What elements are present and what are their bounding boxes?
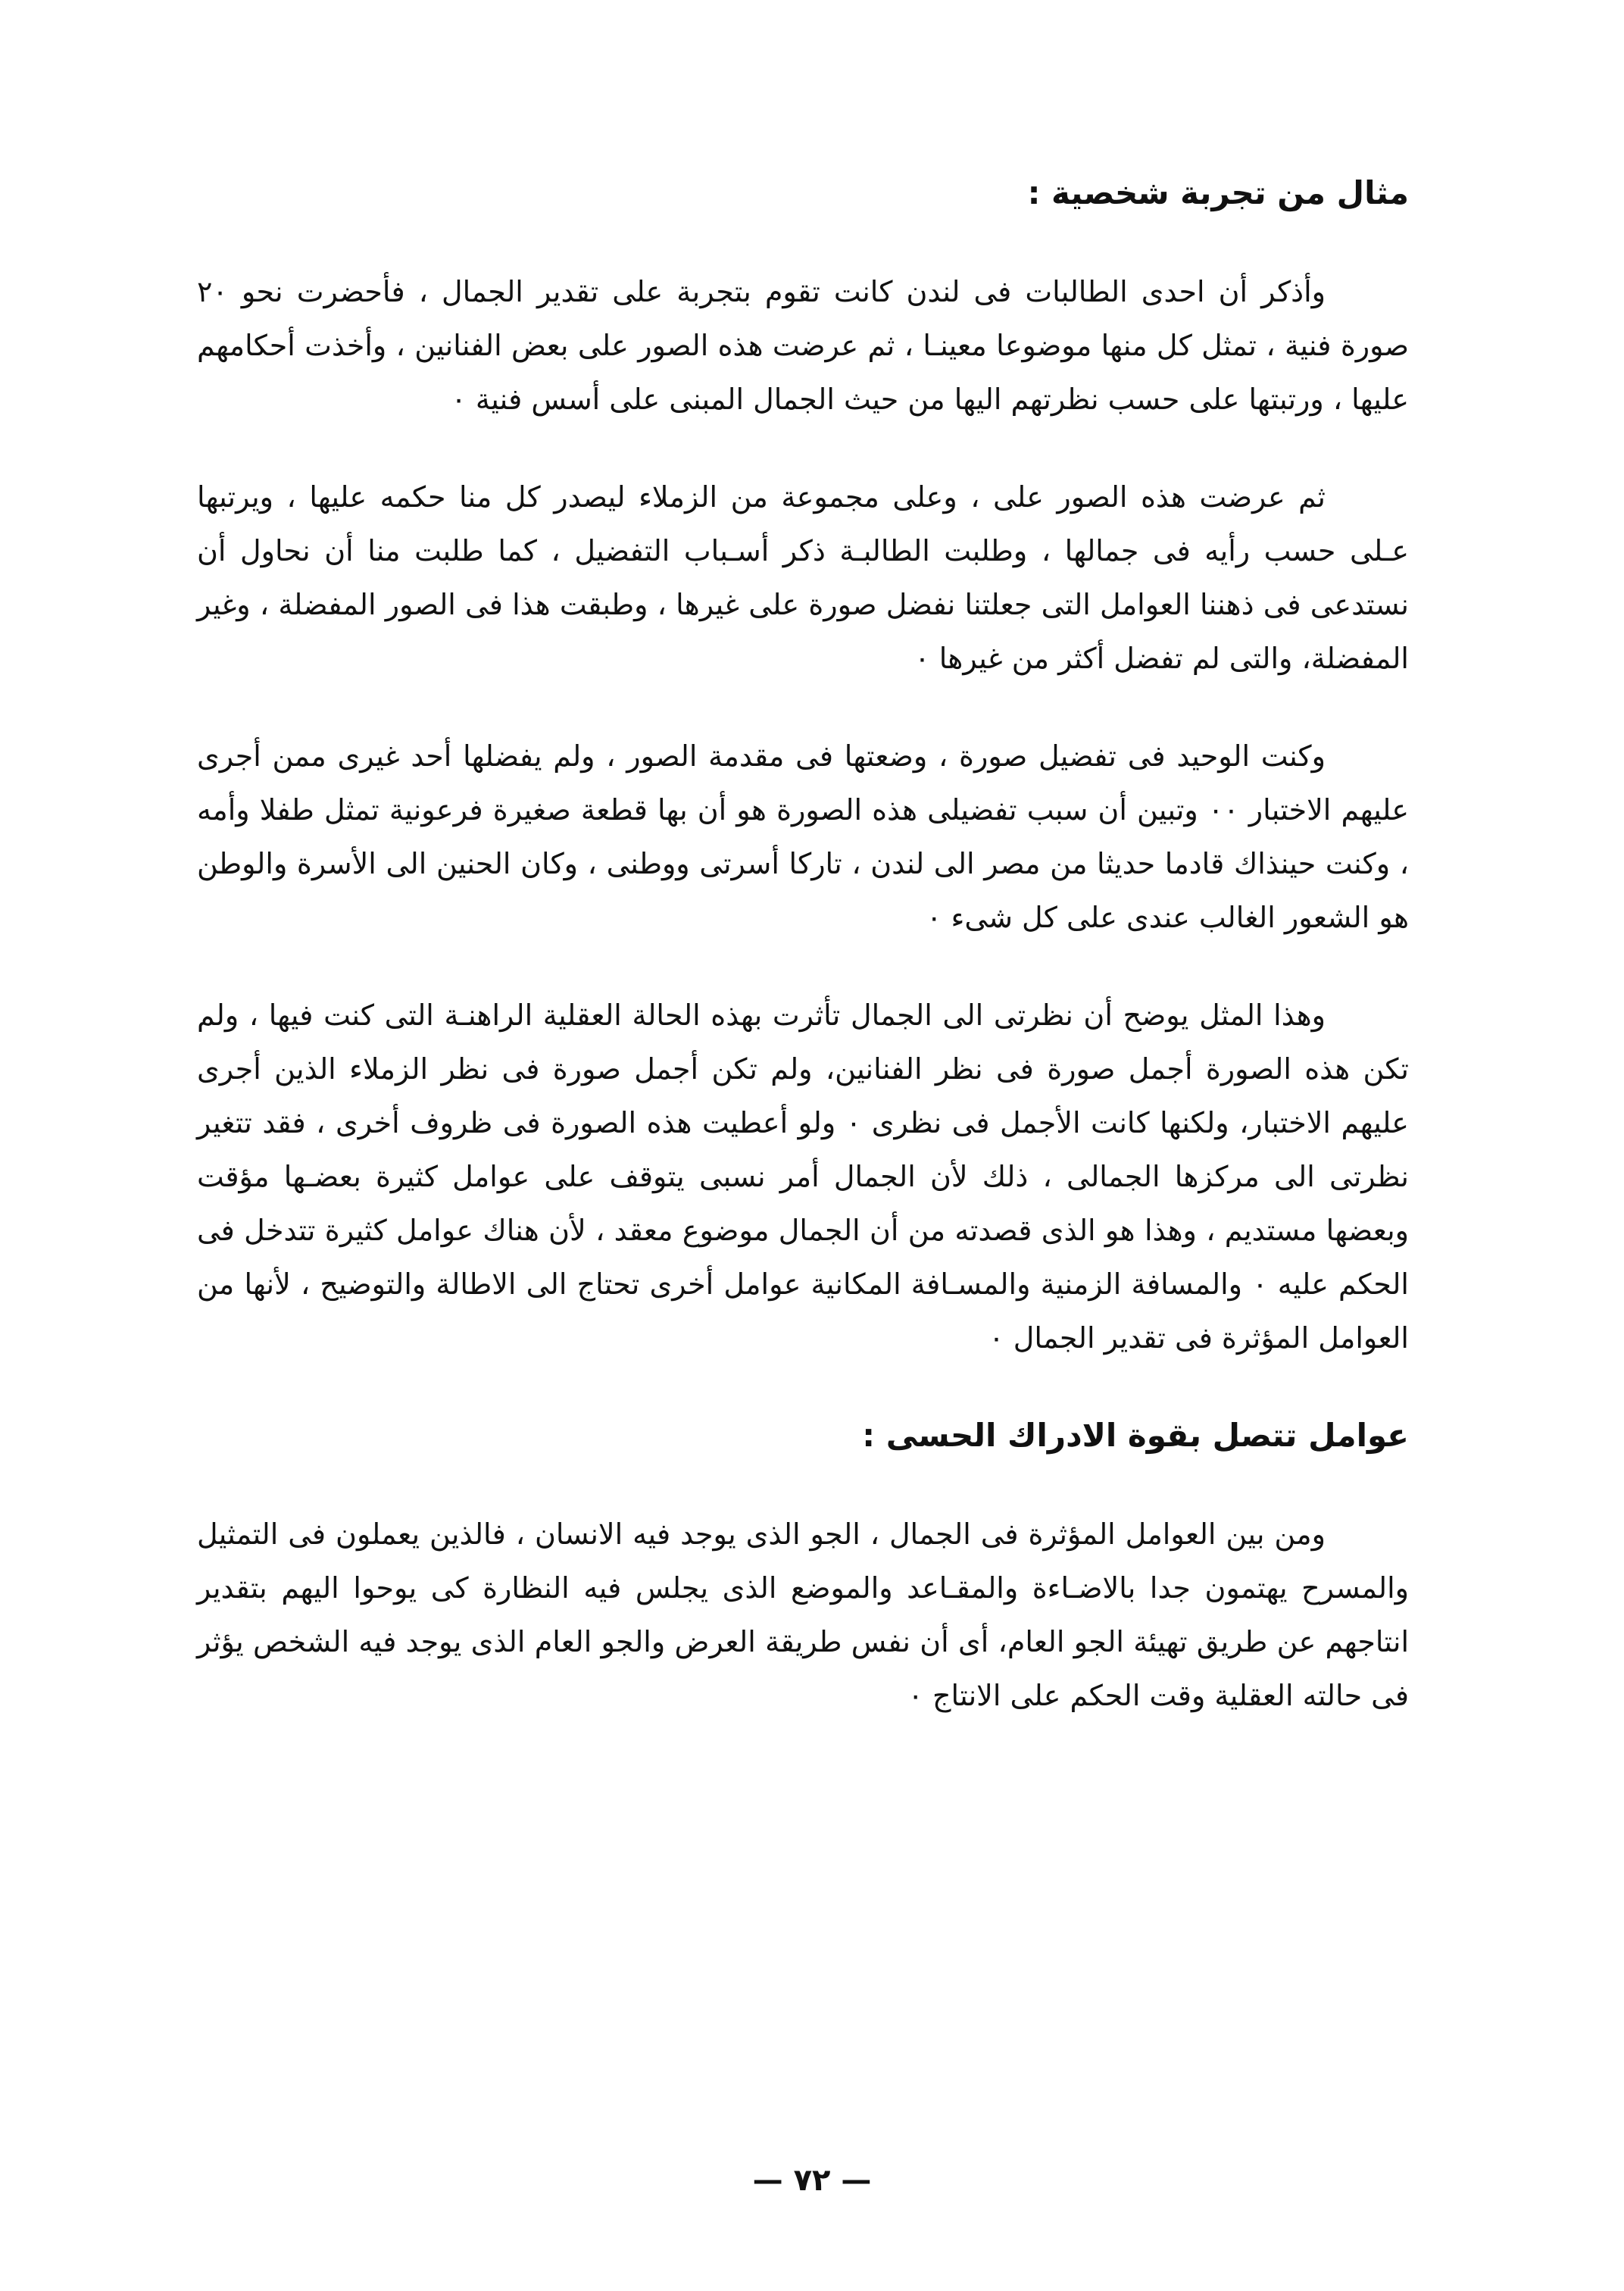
paragraph-student-experiment: وأذكر أن احدى الطالبات فى لندن كانت تقوم بتجربة على تقدير الجمال ، فأحضرت نحو ٢٠ صورة فنية ، تمثل كل منها موضوعا معينـا ، ثم عرضت هذه الصور على بعض الفنانين ، وأخذت أحكامهم عليها ، ورتبتها على حسب نظرتهم اليها من حيث الجمال المبنى على أسس فنية ٠ [197, 275, 1409, 416]
paragraph-pharaonic-picture: وكنت الوحيد فى تفضيل صورة ، وضعتها فى مقدمة الصور ، ولم يفضلها أحد غيرى ممن أجرى عليهم الاختبار ٠٠ وتبين أن سبب تفضيلى هذه الصورة هو أن بها قطعة صغيرة فرعونية تمثل طفلا وأمه ، وكنت حينذاك قادما حديثا من مصر الى لندن ، تاركا أسرتى ووطنى ، وكان الحنين الى الأسرة والوطن هو الشعور الغالب عندى على كل شىء ٠ [197, 739, 1409, 934]
section-heading-personal-experience: مثال من تجربة شخصية : [1027, 174, 1409, 211]
page-number: — ٧٢ — [752, 2163, 872, 2198]
paragraph-atmosphere-factor: ومن بين العوامل المؤثرة فى الجمال ، الجو الذى يوجد فيه الانسان ، فالذين يعملون فى التمثيل والمسرح يهتمون جدا بالاضـاءة والمقـاعد والموضع الذى يجلس فيه النظارة كى يوحوا اليهم بتقدير انتاجهم عن طريق تهيئة الجو العام، أى أن نفس طريقة العرض والجو العام الذى يوجد فيه الشخص يؤثر فى حالته العقلية وقت الحكم على الانتاج ٠ [197, 1517, 1409, 1712]
section-heading-sensory-perception: عوامل تتصل بقوة الادراك الحسى : [862, 1417, 1409, 1454]
paragraph-colleagues-ranking: ثم عرضت هذه الصور على ، وعلى مجموعة من الزملاء ليصدر كل منا حكمه عليها ، ويرتبها عـلى حسب رأيه فى جمالها ، وطلبت الطالبـة ذكر أسـباب التفضيل ، كما طلبت منا أن نحاول أن نستدعى فى ذهننا العوامل التى جعلتنا نفضل صورة على غيرها ، وطبقت هذا فى الصور المفضلة ، وغير المفضلة، والتى لم تفضل أكثر من غيرها ٠ [197, 480, 1409, 675]
paragraph-relativity-of-beauty: وهذا المثل يوضح أن نظرتى الى الجمال تأثرت بهذه الحالة العقلية الراهنـة التى كنت فيها ، ولم تكن هذه الصورة أجمل صورة فى نظر الفنانين، ولم تكن أجمل صورة فى نظر الزملاء الذين أجرى عليهم الاختبار، ولكنها كانت الأجمل فى نظرى ٠ ولو أعطيت هذه الصورة فى ظروف أخرى ، فقد تتغير نظرتى الى مركزها الجمالى ، ذلك لأن الجمال أمر نسبى يتوقف على عوامل كثيرة بعضـها مؤقت وبعضها مستديم ، وهذا هو الذى قصدته من أن الجمال موضوع معقد ، لأن هناك عوامل كثيرة تتدخل فى الحكم عليه ٠ والمسافة الزمنية والمسـافة المكانية عوامل أخرى تحتاج الى الاطالة والتوضيح ، لأنها من العوامل المؤثرة فى تقدير الجمال ٠ [197, 999, 1409, 1355]
page-body [197, 167, 1409, 1767]
